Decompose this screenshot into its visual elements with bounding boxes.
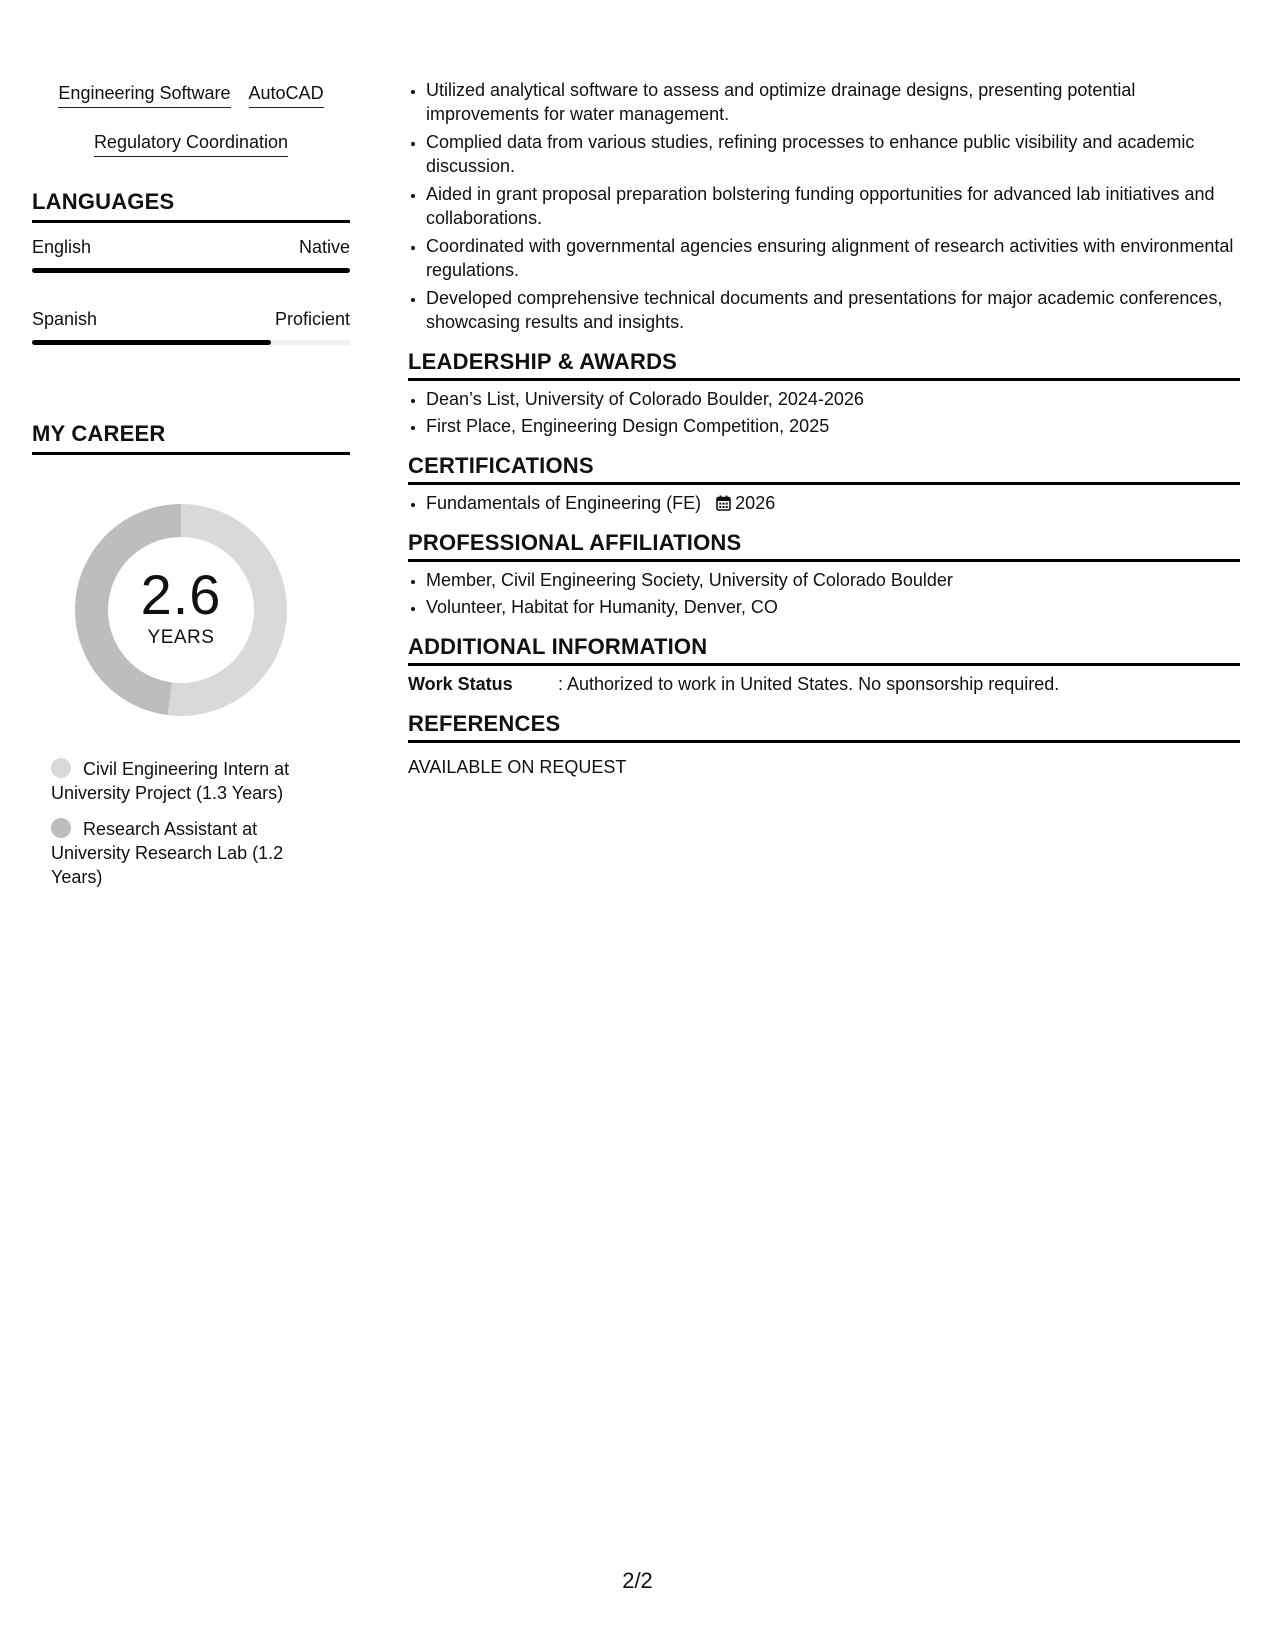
language-level: Proficient: [274, 309, 350, 329]
affiliations-heading: PROFESSIONAL AFFILIATIONS: [408, 530, 1240, 562]
language-bar: [32, 340, 350, 345]
language-item: [32, 237, 350, 273]
page-number: 2/2: [622, 1568, 653, 1593]
languages-heading: LANGUAGES: [32, 189, 350, 223]
career-total-value: 2.6: [140, 563, 222, 626]
career-role-label: Research Assistant at University Research Lab (1.2 Years): [51, 819, 284, 887]
list-item: • First Place, Engineering Design Competition, 2025: [426, 414, 1240, 438]
career-legend-item: [51, 757, 311, 805]
experience-bullets: [408, 78, 1240, 334]
certifications-list: [408, 491, 1240, 515]
career-legend-item: [51, 817, 311, 889]
additional-info-heading: ADDITIONAL INFORMATION: [408, 634, 1240, 666]
language-level: Native: [298, 237, 350, 257]
language-bar: [32, 268, 350, 273]
skills-row: [32, 78, 350, 108]
career-role-label: Civil Engineering Intern at University Project (1.3 Years): [51, 759, 290, 803]
right-column: [408, 78, 1240, 779]
list-item: • Aided in grant proposal preparation bolstering funding opportunities for advanced lab initiatives and collaborations.: [426, 182, 1240, 230]
work-status-value: : Authorized to work in United States. No sponsorship required.: [558, 674, 1060, 694]
list-item: • Dean’s List, University of Colorado Boulder, 2024-2026: [426, 387, 1240, 411]
certification-year: 2026: [735, 493, 776, 513]
list-item: • Volunteer, Habitat for Humanity, Denver, CO: [426, 595, 1240, 619]
work-status-row: [408, 672, 1240, 696]
language-name: English: [32, 237, 92, 257]
work-status-label: Work Status: [408, 674, 513, 694]
skills-row: [32, 127, 350, 157]
career-heading: MY CAREER: [32, 421, 350, 455]
legend-dot: [51, 818, 71, 838]
affiliations-list: [408, 568, 1240, 619]
legend-dot: [51, 758, 71, 778]
career-total: [66, 563, 296, 649]
skill-tag: Engineering Software: [58, 78, 230, 108]
list-item: [426, 491, 1240, 515]
list-item: • Developed comprehensive technical documents and presentations for major academic conferences, showcasing results and insights.: [426, 286, 1240, 334]
skill-tag: Regulatory Coordination: [94, 127, 288, 157]
language-bar-fill: [32, 268, 350, 273]
calendar-icon: [716, 495, 731, 511]
certifications-heading: CERTIFICATIONS: [408, 453, 1240, 485]
language-name: Spanish: [32, 309, 98, 329]
references-heading: REFERENCES: [408, 711, 1240, 743]
skills-tags: [32, 78, 350, 157]
references-text: AVAILABLE ON REQUEST: [408, 757, 627, 777]
language-item: [32, 309, 350, 345]
list-item: • Complied data from various studies, refining processes to enhance public visibility and academic discussion.: [426, 130, 1240, 178]
leadership-list: [408, 387, 1240, 438]
career-legend: [51, 757, 311, 889]
list-item: • Utilized analytical software to assess and optimize drainage designs, presenting potential improvements for water management.: [426, 78, 1240, 126]
career-total-unit: YEARS: [147, 627, 215, 648]
list-item: • Member, Civil Engineering Society, University of Colorado Boulder: [426, 568, 1240, 592]
language-bar-fill: [32, 340, 271, 345]
list-item: • Coordinated with governmental agencies ensuring alignment of research activities with environmental regulations.: [426, 234, 1240, 282]
certification-name: Fundamentals of Engineering (FE): [426, 493, 702, 513]
leadership-heading: LEADERSHIP & AWARDS: [408, 349, 1240, 381]
skill-tag: AutoCAD: [249, 78, 324, 108]
left-column: [32, 78, 350, 889]
career-donut-chart: [66, 495, 296, 725]
